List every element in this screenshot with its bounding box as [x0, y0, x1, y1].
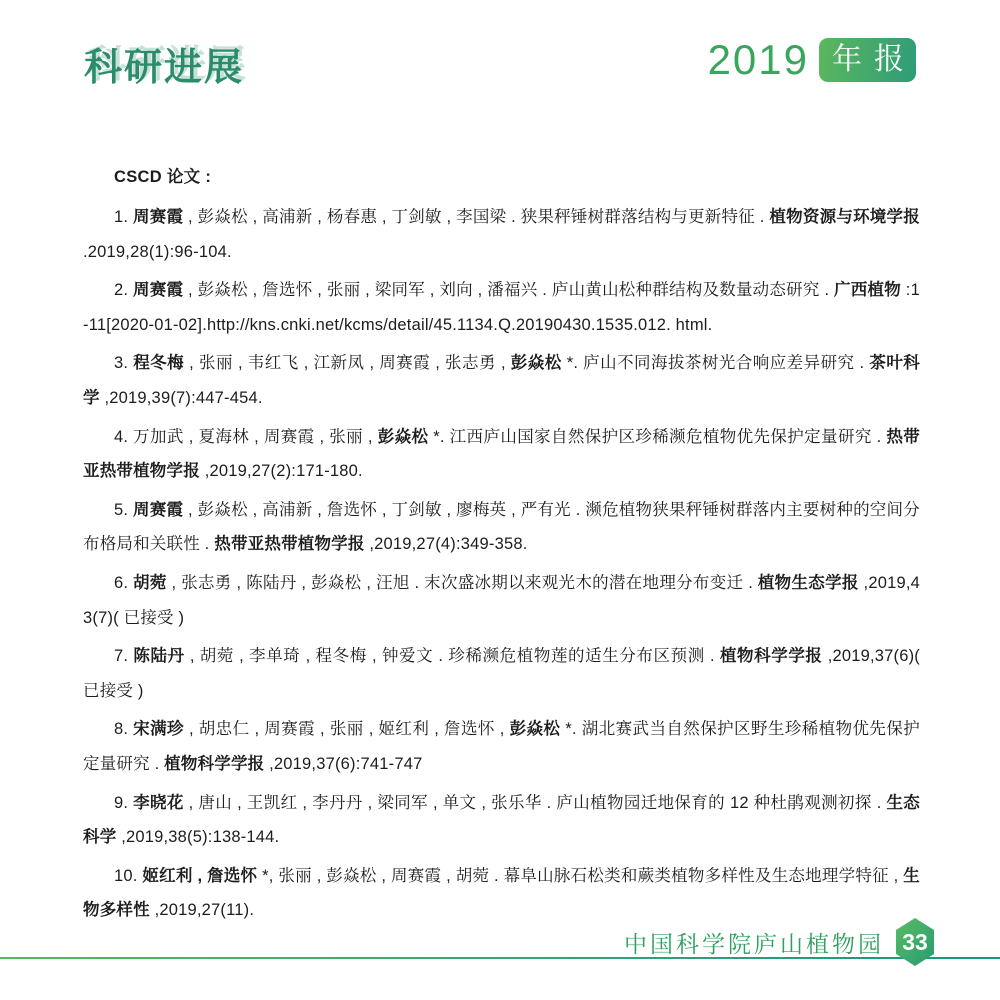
paper-item	[83, 493, 920, 562]
paper-highlight-text: 周赛霞	[132, 281, 184, 300]
paper-highlight-text: 彭焱松	[510, 354, 562, 373]
paper-text: ,2019,43(7)( 已接受 )	[83, 573, 921, 627]
paper-highlight-text: 周赛霞	[132, 208, 184, 226]
paper-item	[83, 200, 920, 269]
paper-item	[83, 712, 920, 781]
paper-text: ,2019,27(11).	[149, 901, 255, 920]
paper-item	[83, 566, 920, 635]
year-text: 2019	[707, 36, 809, 83]
paper-highlight-text: 植物资源与环境学报	[769, 208, 920, 226]
year-tag	[708, 36, 916, 84]
paper-highlight-text: 周赛霞	[132, 500, 184, 519]
year-badge: 年报	[819, 38, 916, 82]
paper-text: *, 张丽 , 彭焱松 , 周赛霞 , 胡菀 . 幕阜山脉石松类和蕨类植物多样性及生态地理学特征 ,	[257, 866, 904, 885]
paper-highlight-text: 胡菀	[133, 573, 167, 592]
paper-text: , 彭焱松 , 高浦新 , 詹选怀 , 丁剑敏 , 廖梅英 , 严有光 . 濒危植物狭果秤锤树群落内主要树种的空间分布格局和关联性 .	[83, 500, 920, 554]
paper-item	[83, 273, 920, 342]
paper-text: ,2019,39(7):447-454.	[99, 388, 263, 407]
paper-text: 7.	[114, 647, 134, 666]
paper-highlight-text: 宋满珍	[133, 720, 184, 739]
paper-highlight-text: 茶叶科学	[83, 354, 921, 407]
paper-item	[83, 420, 920, 489]
footer-org-name: 中国科学院庐山植物园	[624, 930, 884, 957]
paper-text: ,2019,27(2):171-180.	[199, 462, 363, 481]
papers-heading: CSCD 论文 :	[114, 168, 212, 186]
paper-highlight-text: 姬红利 , 詹选怀	[142, 866, 258, 885]
paper-text: *. 湖北赛武当自然保护区野生珍稀植物优先保护定量研究 .	[83, 720, 920, 773]
page-footer	[624, 918, 934, 966]
paper-highlight-text: 广西植物	[834, 281, 901, 300]
paper-highlight-text: 陈陆丹	[133, 647, 185, 666]
paper-item	[83, 639, 920, 708]
paper-text: 8.	[114, 720, 134, 739]
paper-text: , 彭焱松 , 詹选怀 , 张丽 , 梁同军 , 刘向 , 潘福兴 . 庐山黄山松种群结构及数量动态研究 .	[183, 281, 835, 300]
paper-text: ,2019,27(4):349-358.	[364, 535, 528, 554]
paper-highlight-text: 彭焱松	[509, 720, 561, 739]
paper-text: *. 庐山不同海拔茶树光合响应差异研究 .	[561, 354, 870, 373]
paper-text: , 胡忠仁 , 周赛霞 , 张丽 , 姬红利 , 詹选怀 ,	[183, 720, 510, 739]
paper-text: 3.	[114, 354, 134, 373]
paper-highlight-text: 李晓花	[133, 793, 184, 812]
paper-text: 9.	[114, 793, 134, 812]
paper-text: 4. 万加武 , 夏海林 , 周赛霞 , 张丽 ,	[114, 427, 378, 446]
paper-highlight-text: 植物生态学报	[757, 573, 859, 592]
paper-highlight-text: 生态科学	[83, 793, 921, 847]
paper-text: *. 江西庐山国家自然保护区珍稀濒危植物优先保护定量研究 .	[428, 427, 887, 446]
paper-text: , 唐山 , 王凯红 , 李丹丹 , 梁同军 , 单文 , 张乐华 . 庐山植物园迁地保育的 12 种杜鹃观测初探 .	[183, 793, 887, 812]
paper-text: , 彭焱松 , 高浦新 , 杨春惠 , 丁剑敏 , 李国梁 . 狭果秤锤树群落结构与更新特征 .	[183, 208, 770, 226]
paper-item	[83, 346, 920, 415]
paper-text: 10.	[114, 866, 143, 885]
paper-highlight-text: 程冬梅	[133, 354, 185, 373]
page-number: 33	[902, 928, 928, 955]
paper-text: .2019,28(1):96-104.	[83, 242, 232, 261]
paper-text: , 张丽 , 韦红飞 , 江新凤 , 周赛霞 , 张志勇 ,	[184, 354, 511, 373]
paper-text: :1-11[2020-01-02].http://kns.cnki.net/kcms/detail/45.1134.Q.20190430.1535.012. html.	[83, 281, 920, 334]
paper-text: , 胡菀 , 李单琦 , 程冬梅 , 钟爱文 . 珍稀濒危植物莲的适生分布区预测 .	[184, 647, 720, 666]
paper-text: 2.	[114, 281, 133, 300]
paper-highlight-text: 生物多样性	[83, 866, 920, 920]
paper-highlight-text: 热带亚热带植物学报	[83, 427, 921, 481]
page-number-badge	[896, 918, 934, 966]
paper-text: 1.	[114, 208, 133, 226]
paper-highlight-text: 热带亚热带植物学报	[214, 535, 365, 554]
paper-highlight-text: 彭焱松	[377, 427, 429, 446]
paper-text: ,2019,37(6)( 已接受 )	[83, 647, 920, 700]
paper-highlight-text: 植物科学学报	[719, 647, 823, 666]
paper-text: 5.	[114, 500, 133, 519]
paper-item	[83, 786, 920, 855]
paper-text: , 张志勇 , 陈陆丹 , 彭焱松 , 汪旭 . 末次盛冰期以来观光木的潜在地理分布变迁 .	[166, 573, 758, 592]
paper-highlight-text: 植物科学学报	[164, 754, 265, 773]
papers-section	[83, 160, 920, 932]
paper-text: 6.	[114, 573, 134, 592]
paper-text: ,2019,38(5):138-144.	[116, 828, 280, 847]
page-title: 科研进展	[84, 47, 245, 89]
paper-text: ,2019,37(6):741-747	[264, 754, 423, 773]
paper-list	[83, 200, 920, 928]
